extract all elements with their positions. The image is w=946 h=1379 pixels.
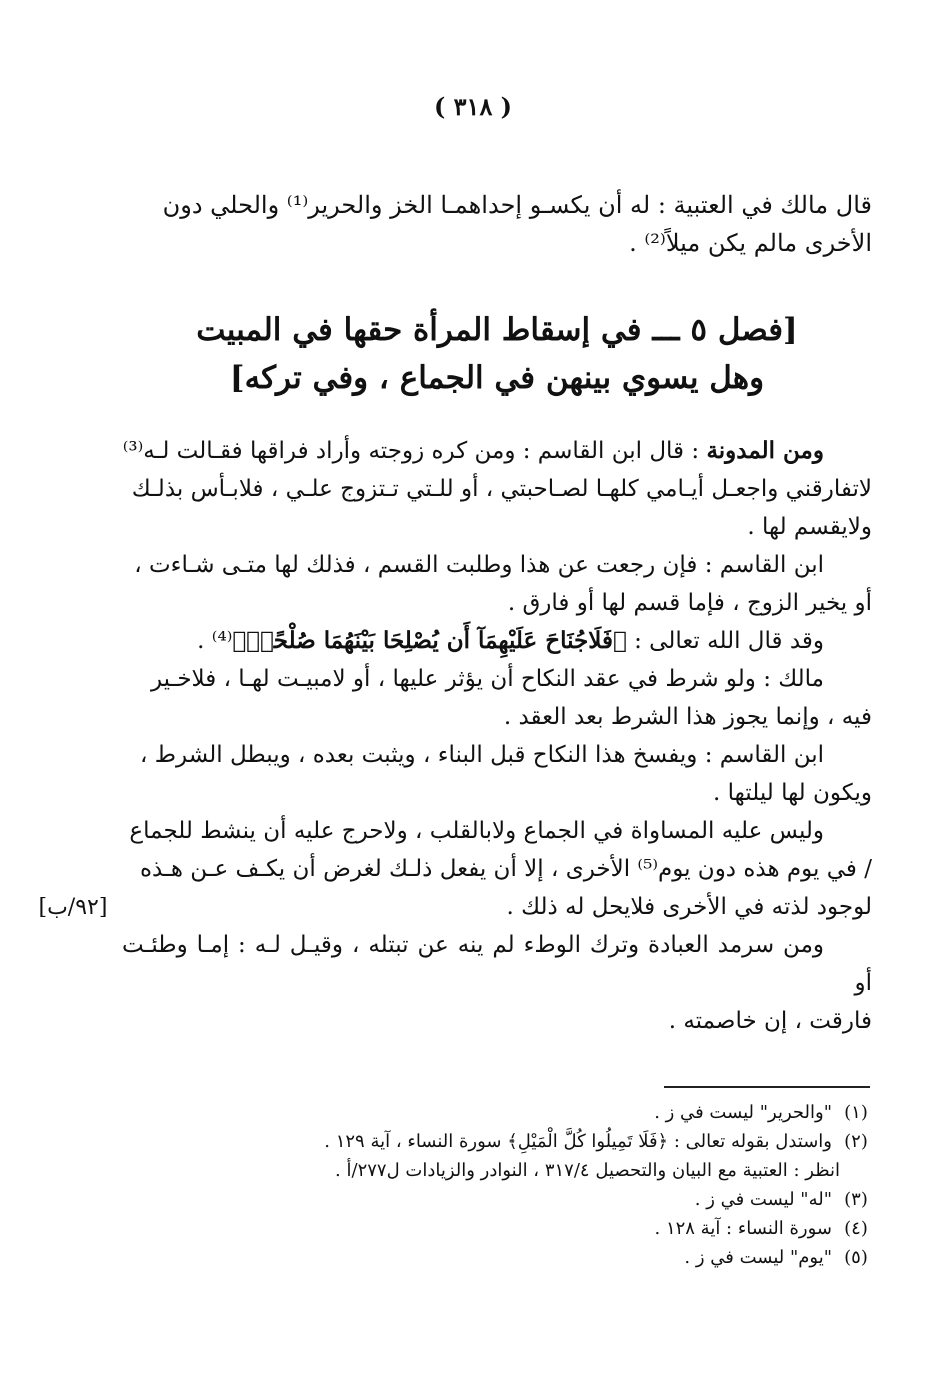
intro-paragraph: [122, 186, 872, 262]
footnote-text: "والحرير" ليست في ز .: [654, 1102, 832, 1123]
intro-line: الأخرى مالم يكن ميلاً⁽²⁾ .: [629, 229, 872, 257]
footnote-number: (٥): [844, 1247, 868, 1268]
paragraph: [122, 546, 872, 622]
footnote-text: "يوم" ليست في ز .: [684, 1247, 832, 1268]
page-number: ( ٣١٨ ): [433, 92, 513, 121]
footnote-text: سورة النساء : آية ١٢٨ .: [654, 1218, 832, 1239]
footnote: [240, 1185, 880, 1214]
footnote-continuation: [240, 1156, 880, 1185]
footnotes: [240, 1098, 880, 1272]
text-run: : قال ابن القاسم : ومن كره زوجته وأراد فراقها فقـالت لـه⁽³⁾: [122, 438, 707, 464]
footnote-text: "له" ليست في ز .: [694, 1189, 832, 1210]
body-text: [122, 432, 872, 1040]
text-line: ابن القاسم : فإن رجعت عن هذا وطلبت القسم ، فذلك لها متـى شـاءت ،: [134, 552, 824, 578]
text-line: ومن سرمد العبادة وترك الوطء لم ينه عن تبتله ، وقيـل لـه : إمـا وطئـت أو: [122, 932, 872, 996]
text-line: فارقت ، إن خاصمته .: [668, 1008, 872, 1034]
footnote-divider: [664, 1086, 870, 1088]
footnote: [240, 1243, 880, 1272]
text-line: مالك : ولو شرط في عقد النكاح أن يؤثر عليها ، أو لامبيـت لهـا ، فلاخـير: [150, 666, 824, 692]
paragraph: [122, 736, 872, 812]
text-line: ابن القاسم : ويفسخ هذا النكاح قبل البناء ، ويثبت بعده ، ويبطل الشرط ،: [140, 742, 824, 768]
footnote: [240, 1098, 880, 1127]
paragraph: [122, 622, 872, 660]
margin-folio-note: [٩٢/ب]: [38, 895, 108, 920]
paragraph: [122, 660, 872, 736]
footnote: [240, 1214, 880, 1243]
section-heading-line: [فصل ٥ ـــ في إسقاط المرأة حقها في المبيت: [196, 312, 798, 348]
text-line: ولايقسم لها .: [747, 514, 872, 540]
text-line: لاتفارقني واجعـل أيـامي كلهـا لصـاحبتي ، أو للـتي تـتزوج علـي ، فلابـأس بذلـك: [131, 476, 872, 502]
footnote-number: (٢): [844, 1131, 868, 1152]
paragraph: [122, 812, 872, 926]
text-run: وقد قال الله تعالى :: [626, 628, 824, 654]
text-line: وليس عليه المساواة في الجماع ولابالقلب ، ولاحرج عليه أن ينشط للجماع: [129, 818, 824, 844]
footnote-text: انظر : العتبية مع البيان والتحصيل ٣١٧/٤ ، النوادر والزيادات ل٢٧٧/أ .: [335, 1160, 840, 1181]
footnote: [240, 1127, 880, 1156]
footnote-number: (٣): [844, 1189, 868, 1210]
quran-verse: ﴿فَلَاجُنَاحَ عَلَيْهِمَآ أَن يُصْلِحَا بَيْنَهُمَا صُلْحًاۚ﴾: [232, 627, 627, 654]
footnote-text: واستدل بقوله تعالى : ﴿فَلَا تَمِيلُوا كُلَّ الْمَيْلِ﴾ سورة النساء ، آية ١٢٩ .: [324, 1131, 832, 1152]
paragraph: [122, 432, 872, 546]
section-heading-line: وهل يسوي بينهن في الجماع ، وفي تركه]: [229, 360, 765, 396]
text-line: لوجود لذته في الأخرى فلايحل له ذلك .: [506, 894, 872, 920]
text-line: / في يوم هذه دون يوم⁽⁵⁾ الأخرى ، إلا أن يفعل ذلـك لغرض أن يكـف عـن هـذه: [139, 856, 872, 882]
footnote-number: (٤): [844, 1218, 868, 1239]
intro-line: قال مالك في العتبية : له أن يكسـو إحداهمـا الخز والحرير⁽¹⁾ والحلي دون: [162, 191, 872, 219]
paragraph: [122, 926, 872, 1040]
bold-term: ومن المدونة: [706, 437, 824, 464]
text-line: فيه ، وإنما يجوز هذا الشرط بعد العقد .: [503, 704, 872, 730]
text-run: ⁽⁴⁾ .: [197, 628, 233, 654]
footnote-number: (١): [844, 1102, 868, 1123]
text-line: ويكون لها ليلتها .: [713, 780, 872, 806]
section-heading: [122, 306, 872, 402]
text-line: أو يخير الزوج ، فإما قسم لها أو فارق .: [507, 590, 872, 616]
